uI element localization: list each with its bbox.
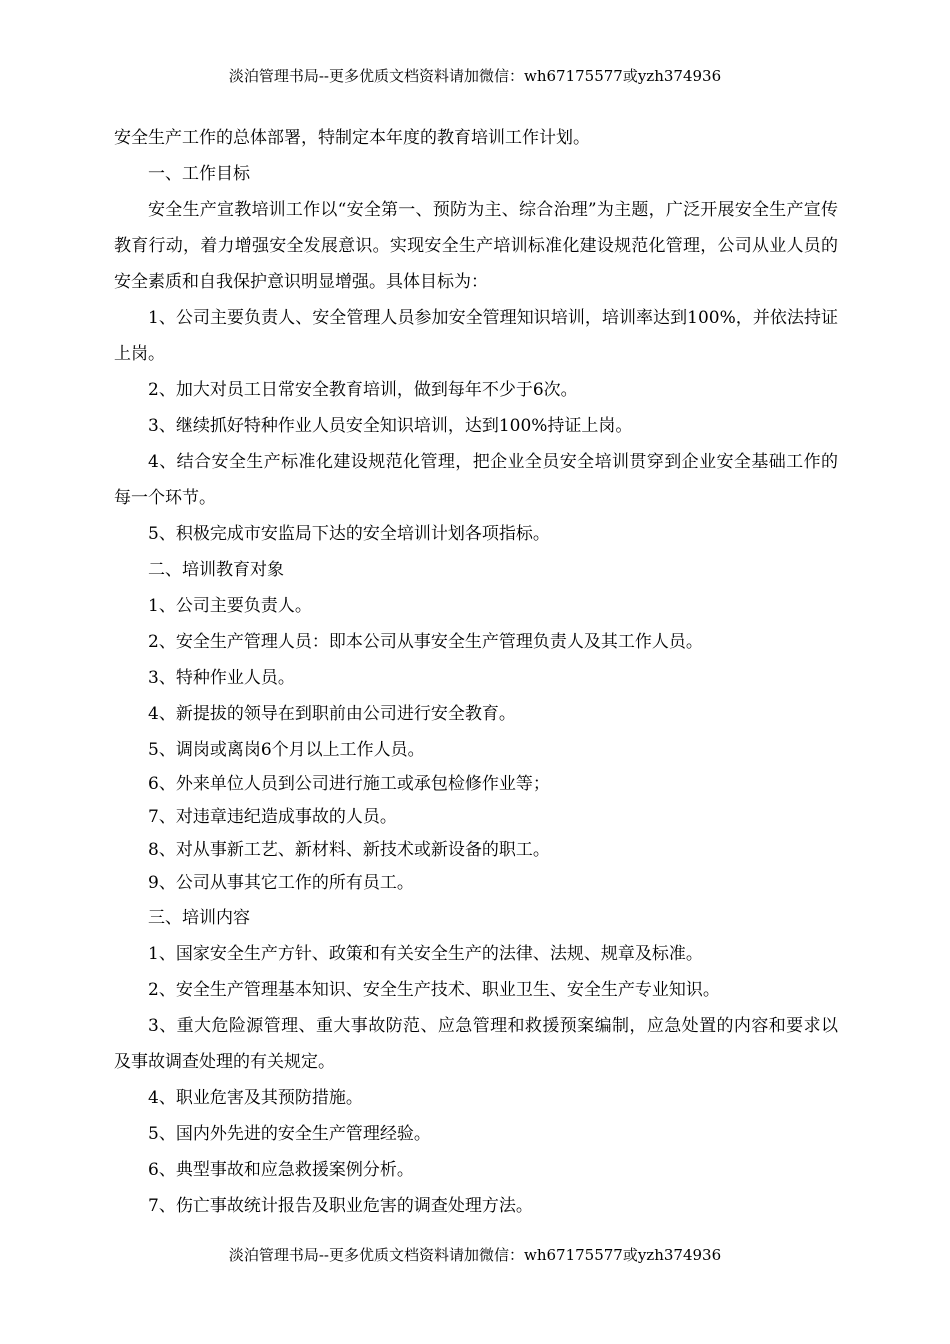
section-heading-1: 一、工作目标	[148, 164, 250, 184]
list-item-goal-4: 4、结合安全生产标准化建设规范化管理，把企业全员安全培训贯穿到企业安全基础工作的每一个环节。	[114, 452, 838, 508]
list-item-target-6: 6、外来单位人员到公司进行施工或承包检修作业等；	[148, 774, 550, 794]
list-item-target-7: 7、对违章违纪造成事故的人员。	[148, 807, 397, 827]
list-item-goal-2: 2、加大对员工日常安全教育培训，做到每年不少于6次。	[148, 380, 578, 400]
list-item-goal-1: 1、公司主要负责人、安全管理人员参加安全管理知识培训，培训率达到100%，并依法持证上岗。	[114, 308, 838, 364]
page-footer: 淡泊管理书局--更多优质文档资料请加微信：wh67175577或yzh374936	[228, 1246, 722, 1264]
list-item-goal-5: 5、积极完成市安监局下达的安全培训计划各项指标。	[148, 524, 550, 544]
paragraph-goals: 安全生产宣教培训工作以“安全第一、预防为主、综合治理”为主题，广泛开展安全生产宣传教育行动，着力增强安全发展意识。实现安全生产培训标准化建设规范化管理，公司从业人员的安全素质和自我保护意识明显增强。具体目标为：	[114, 200, 838, 292]
list-item-goal-3: 3、继续抓好特种作业人员安全知识培训，达到100%持证上岗。	[148, 416, 633, 436]
list-item-content-3: 3、重大危险源管理、重大事故防范、应急管理和救援预案编制，应急处置的内容和要求以及事故调查处理的有关规定。	[114, 1016, 838, 1072]
list-item-content-5: 5、国内外先进的安全生产管理经验。	[148, 1124, 431, 1144]
list-item-content-7: 7、伤亡事故统计报告及职业危害的调查处理方法。	[148, 1196, 533, 1216]
document-body	[114, 120, 838, 1224]
list-item-target-5: 5、调岗或离岗6个月以上工作人员。	[148, 740, 425, 760]
list-item-content-6: 6、典型事故和应急救援案例分析。	[148, 1160, 414, 1180]
section-heading-2: 二、培训教育对象	[148, 560, 284, 580]
section-heading-3: 三、培训内容	[148, 908, 250, 928]
list-item-content-1: 1、国家安全生产方针、政策和有关安全生产的法律、法规、规章及标准。	[148, 944, 703, 964]
list-item-target-8: 8、对从事新工艺、新材料、新技术或新设备的职工。	[148, 840, 550, 860]
page-header: 淡泊管理书局--更多优质文档资料请加微信：wh67175577或yzh374936	[228, 67, 722, 85]
list-item-target-2: 2、安全生产管理人员：即本公司从事安全生产管理负责人及其工作人员。	[148, 632, 703, 652]
list-item-target-4: 4、新提拔的领导在到职前由公司进行安全教育。	[148, 704, 516, 724]
list-item-target-3: 3、特种作业人员。	[148, 668, 295, 688]
list-item-target-1: 1、公司主要负责人。	[148, 596, 312, 616]
paragraph-intro: 安全生产工作的总体部署，特制定本年度的教育培训工作计划。	[114, 128, 590, 148]
list-item-content-4: 4、职业危害及其预防措施。	[148, 1088, 363, 1108]
list-item-content-2: 2、安全生产管理基本知识、安全生产技术、职业卫生、安全生产专业知识。	[148, 980, 720, 1000]
list-item-target-9: 9、公司从事其它工作的所有员工。	[148, 873, 414, 893]
